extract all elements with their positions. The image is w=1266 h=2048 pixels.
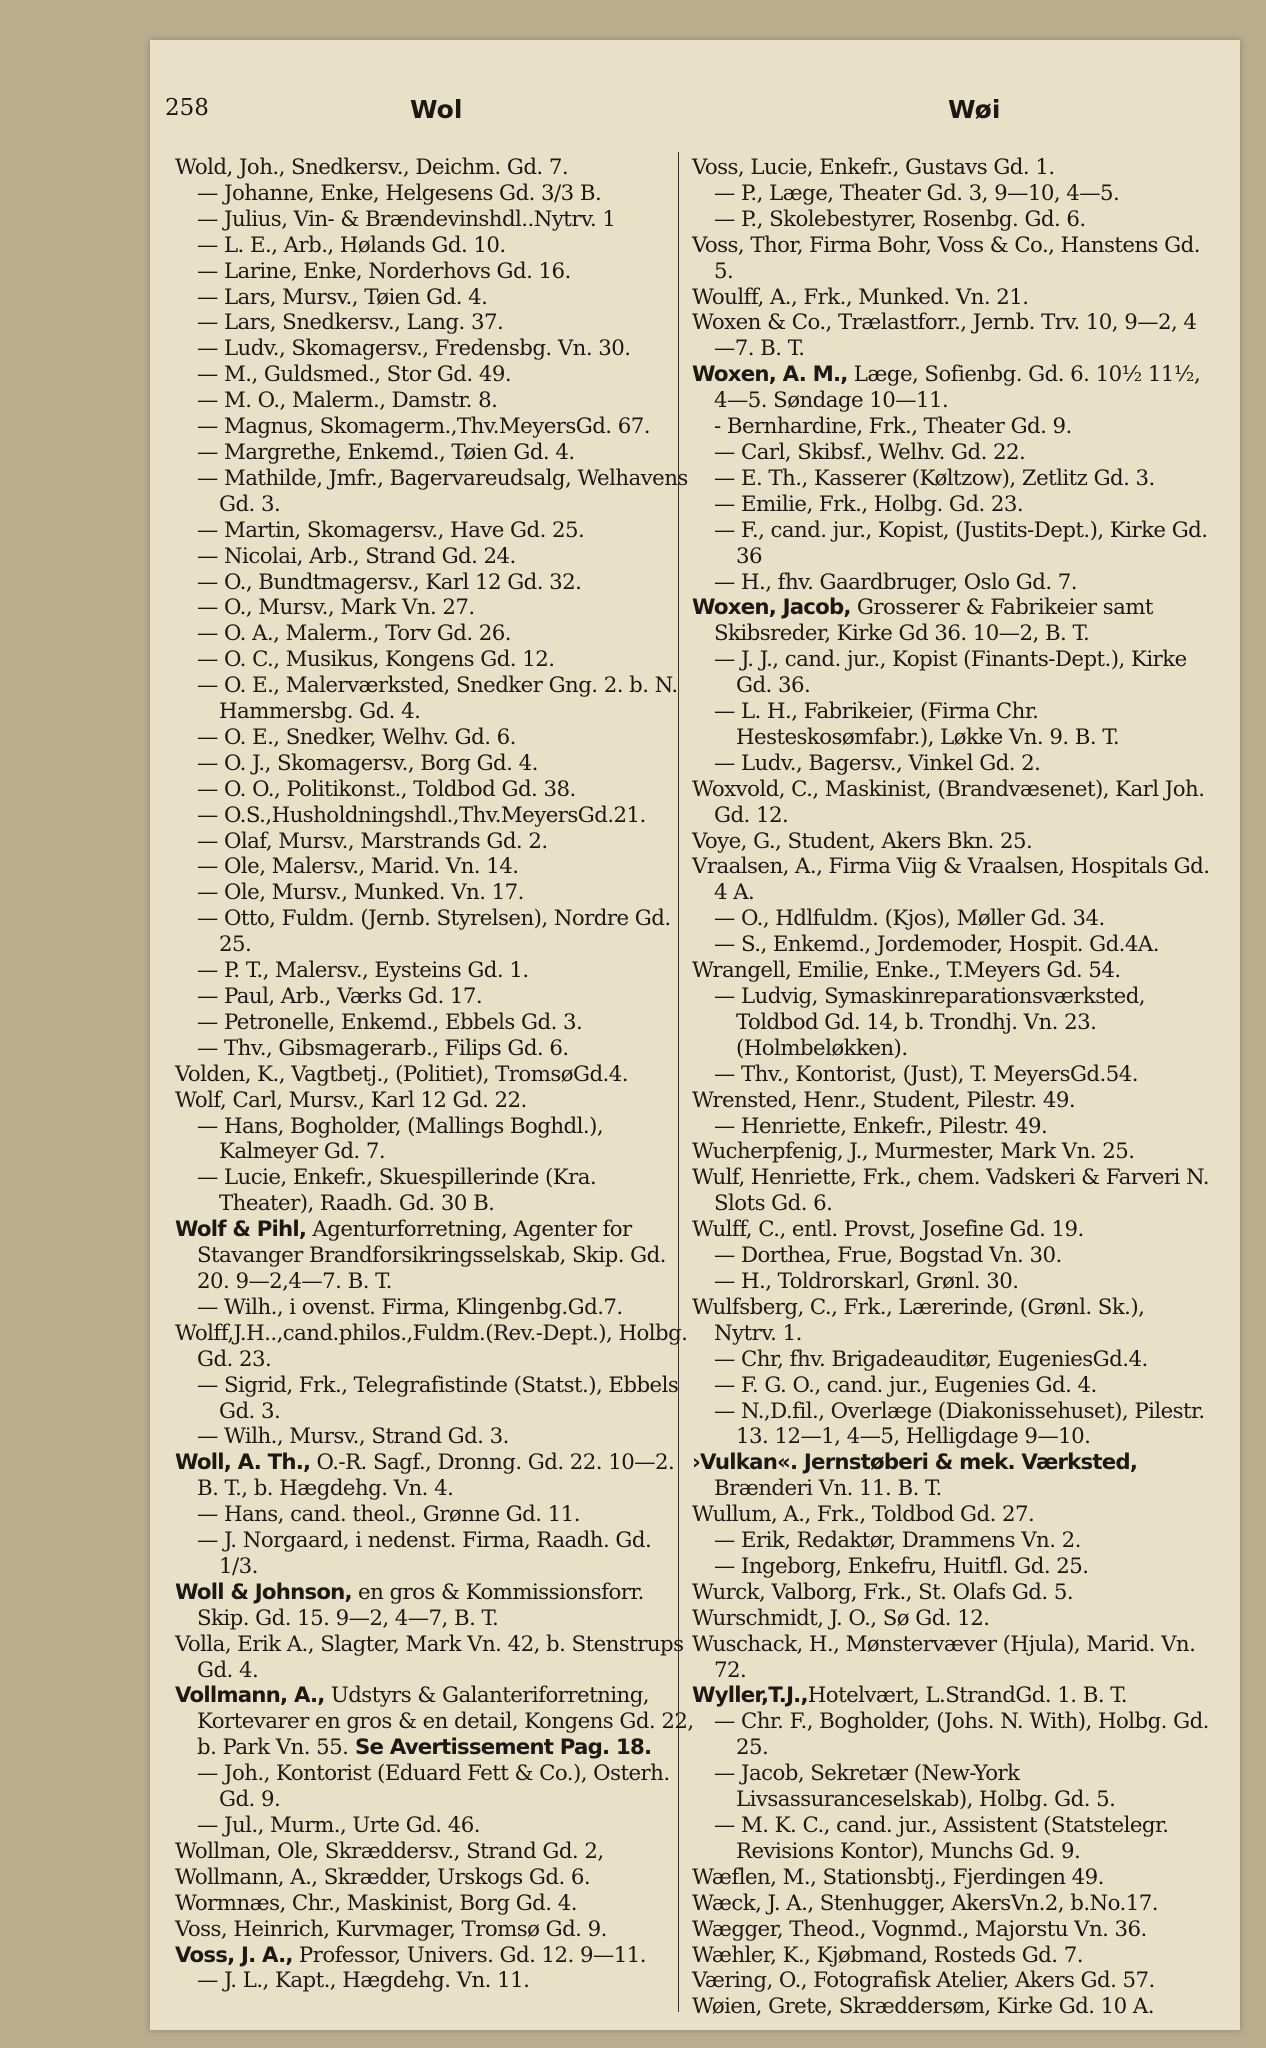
directory-entry	[692, 699, 1212, 751]
entry-text: — Jacob, Sekretær (New-York Livsassuranceselskab), Holbg. Gd. 5.	[714, 1761, 1116, 1813]
directory-entry	[692, 1761, 1212, 1813]
directory-entry	[175, 1424, 695, 1450]
directory-entry	[175, 362, 695, 388]
entry-text: Voss, Heinrich, Kurvmager, Tromsø Gd. 9.	[175, 1916, 607, 1942]
entry-text: — Emilie, Frk., Holbg. Gd. 23.	[714, 491, 1024, 517]
entry-text: Wolff,J.H..,cand.philos.,Fuldm.(Rev.-Dept.), Holbg. Gd. 23.	[175, 1320, 688, 1372]
directory-page	[150, 40, 1240, 2030]
directory-entry	[692, 1243, 1212, 1269]
entry-text: Volden, K., Vagtbetj., (Politiet), TromsøGd.4.	[175, 1061, 628, 1087]
directory-entry	[175, 1839, 695, 1865]
entry-text: — Larine, Enke, Norderhovs Gd. 16.	[197, 258, 571, 284]
directory-entry	[692, 1114, 1212, 1140]
entry-text: — Wilh., Mursv., Strand Gd. 3.	[197, 1424, 509, 1450]
entry-text: — O., Hdlfuldm. (Kjos), Møller Gd. 34.	[714, 906, 1105, 932]
entry-text: Læge, Sofienbg. Gd. 6. 10½ 11½, 4—5. Søndage 10—11.	[714, 362, 1201, 414]
directory-entry	[692, 1347, 1212, 1373]
entry-text: — Lars, Mursv., Tøien Gd. 4.	[197, 284, 488, 310]
entry-text: — Chr, fhv. Brigadeauditør, EugeniesGd.4.	[714, 1346, 1148, 1372]
entry-text: Wæck, J. A., Stenhugger, AkersVn.2, b.No.17.	[692, 1890, 1158, 1916]
entry-text: — P., Skolebestyrer, Rosenbg. Gd. 6.	[714, 206, 1086, 232]
right-column	[692, 155, 1212, 2020]
entry-text: — Thv., Kontorist, (Just), T. MeyersGd.54.	[714, 1061, 1138, 1087]
entry-text: Wulf, Henriette, Frk., chem. Vadskeri & Farveri N. Slots Gd. 6.	[692, 1165, 1209, 1217]
entry-text: Professor, Univers. Gd. 12. 9—11.	[292, 1942, 646, 1968]
directory-entry	[175, 1580, 695, 1632]
directory-entry	[175, 1165, 695, 1217]
directory-entry	[692, 1399, 1212, 1451]
directory-entry	[175, 1036, 695, 1062]
directory-entry	[692, 181, 1212, 207]
directory-entry	[692, 854, 1212, 906]
entry-text: — Ludvig, Symaskinreparationsværksted, Toldbod Gd. 14, b. Trondhj. Vn. 23. (Holmbeløkken).	[714, 984, 1146, 1061]
directory-entry	[692, 1606, 1212, 1632]
entry-text: — P., Læge, Theater Gd. 3, 9—10, 4—5.	[714, 180, 1120, 206]
entry-text: — Julius, Vin- & Brændevinshdl..Nytrv. 1	[197, 206, 616, 232]
directory-entry	[692, 1088, 1212, 1114]
page-header	[150, 95, 1240, 135]
directory-entry	[692, 932, 1212, 958]
entry-text: Wøien, Grete, Skræddersøm, Kirke Gd. 10 A.	[692, 1994, 1154, 2020]
entry-text: — S., Enkemd., Jordemoder, Hospit. Gd.4A.	[714, 932, 1159, 958]
entry-text: Wollman, Ole, Skræddersv., Strand Gd. 2,	[175, 1838, 604, 1864]
directory-entry	[692, 1891, 1212, 1917]
directory-entry	[692, 1865, 1212, 1891]
entry-text: — Petronelle, Enkemd., Ebbels Gd. 3.	[197, 1009, 583, 1035]
directory-entry	[692, 984, 1212, 1062]
directory-entry	[175, 1321, 695, 1373]
entry-text: — Hans, cand. theol., Grønne Gd. 11.	[197, 1502, 580, 1528]
entry-text: Woulff, A., Frk., Munked. Vn. 21.	[692, 284, 1029, 310]
entry-text: — O. O., Politikonst., Toldbod Gd. 38.	[197, 776, 576, 802]
directory-entry	[692, 1813, 1212, 1865]
directory-entry	[175, 1943, 695, 1969]
directory-entry	[175, 595, 695, 621]
entry-text: — Thv., Gibsmagerarb., Filips Gd. 6.	[197, 1035, 569, 1061]
entry-text: Wolf, Carl, Mursv., Karl 12 Gd. 22.	[175, 1087, 527, 1113]
directory-entry	[175, 1813, 695, 1839]
directory-entry	[692, 310, 1212, 362]
entry-name-bold: Woxen, A. M.,	[692, 362, 848, 388]
entry-text: — P. T., Malersv., Eysteins Gd. 1.	[197, 958, 529, 984]
directory-entry	[692, 1709, 1212, 1761]
entry-text: — Dorthea, Frue, Bogstad Vn. 30.	[714, 1243, 1062, 1269]
directory-entry	[175, 647, 695, 673]
entry-text: Grosserer & Fabrikeier samt Skibsreder, Kirke Gd 36. 10—2, B. T.	[714, 595, 1153, 647]
directory-entry	[175, 388, 695, 414]
entry-text: Voss, Thor, Firma Bohr, Voss & Co., Hanstens Gd. 5.	[692, 232, 1200, 284]
directory-entry	[692, 492, 1212, 518]
page-number: 258	[165, 95, 209, 121]
directory-entry	[692, 466, 1212, 492]
entry-text: — J. J., cand. jur., Kopist (Finants-Dept.), Kirke Gd. 36.	[714, 647, 1187, 699]
entry-text: Wrangell, Emilie, Enke., T.Meyers Gd. 54.	[692, 958, 1121, 984]
directory-entry	[175, 906, 695, 958]
directory-entry	[692, 1450, 1212, 1502]
entry-name-bold: ›Vulkan«. Jernstøberi & mek. Værksted,	[692, 1450, 1138, 1476]
directory-entry	[175, 854, 695, 880]
entry-text: — O., Mursv., Mark Vn. 27.	[197, 595, 475, 621]
directory-entry	[175, 155, 695, 181]
directory-entry	[175, 570, 695, 596]
entry-text: — Paul, Arb., Værks Gd. 17.	[197, 984, 483, 1009]
entry-text: Wurck, Valborg, Frk., St. Olafs Gd. 5.	[692, 1579, 1074, 1605]
directory-entry	[175, 1968, 695, 1994]
entry-text: Wæhler, K., Kjøbmand, Rosteds Gd. 7.	[692, 1942, 1083, 1968]
entry-text: O.-R. Sagf., Dronng. Gd. 22. 10—2. B. T., b. Hægdehg. Vn. 4.	[197, 1450, 675, 1502]
directory-entry	[175, 1217, 695, 1295]
directory-entry	[692, 1165, 1212, 1217]
directory-entry	[692, 1062, 1212, 1088]
entry-text: — O. J., Skomagersv., Borg Gd. 4.	[197, 750, 538, 776]
entry-text: Hotelvært, L.StrandGd. 1. B. T.	[807, 1683, 1128, 1709]
directory-entry	[175, 1683, 695, 1761]
entry-text: Wægger, Theod., Vognmd., Majorstu Vn. 36.	[692, 1916, 1147, 1942]
directory-entry	[692, 1502, 1212, 1528]
entry-text: — O. A., Malerm., Torv Gd. 26.	[197, 621, 512, 647]
directory-entry	[692, 1917, 1212, 1943]
entry-name-bold: Vollmann, A.,	[175, 1683, 325, 1709]
entry-text: Woxvold, C., Maskinist, (Brandvæsenet), Karl Joh. Gd. 12.	[692, 776, 1205, 828]
entry-text: en gros & Kommissionsforr. Skip. Gd. 15. 9—2, 4—7, B. T.	[197, 1579, 644, 1631]
entry-text: — Ludv., Bagersv., Vinkel Gd. 2.	[714, 750, 1041, 776]
entry-text: — Lucie, Enkefr., Skuespillerinde (Kra. Theater), Raadh. Gd. 30 B.	[197, 1165, 597, 1217]
entry-text: — J. Norgaard, i nedenst. Firma, Raadh. Gd. 1/3.	[197, 1528, 652, 1579]
entry-text: Agenturforretning, Agenter for Stavanger Brandforsikringsselskab, Skip. Gd. 20. 9—2,4—7. B. T.	[197, 1217, 666, 1294]
directory-entry	[175, 1450, 695, 1502]
directory-entry	[175, 1373, 695, 1425]
entry-text: — M. O., Malerm., Damstr. 8.	[197, 388, 498, 414]
directory-entry	[175, 440, 695, 466]
directory-entry	[175, 1917, 695, 1943]
directory-entry	[692, 1943, 1212, 1969]
entry-text: — Ingeborg, Enkefru, Huitfl. Gd. 25.	[714, 1553, 1089, 1579]
entry-text: — Carl, Skibsf., Welhv. Gd. 22.	[714, 439, 1026, 465]
entry-text: — Wilh., i ovenst. Firma, Klingenbg.Gd.7.	[197, 1294, 623, 1320]
entry-text: — H., fhv. Gaardbruger, Oslo Gd. 7.	[714, 569, 1078, 595]
directory-entry	[175, 544, 695, 570]
entry-text: - Bernhardine, Frk., Theater Gd. 9.	[714, 414, 1072, 440]
directory-entry	[175, 414, 695, 440]
directory-entry	[175, 181, 695, 207]
directory-entry	[692, 829, 1212, 855]
directory-entry	[692, 1528, 1212, 1554]
entry-text: — O. E., Snedker, Welhv. Gd. 6.	[197, 724, 516, 750]
entry-text: Wucherpfenig, J., Murmester, Mark Vn. 25.	[692, 1139, 1135, 1165]
directory-entry	[175, 1761, 695, 1813]
entry-text: — Henriette, Enkefr., Pilestr. 49.	[714, 1113, 1048, 1139]
directory-entry	[692, 1632, 1212, 1684]
entry-text: — H., Toldrorskarl, Grønl. 30.	[714, 1268, 1019, 1294]
directory-entry	[175, 518, 695, 544]
directory-entry	[692, 570, 1212, 596]
entry-name-bold: Wyller,T.J.,	[692, 1683, 808, 1709]
directory-entry	[692, 1269, 1212, 1295]
entry-name-bold: Woll & Johnson,	[175, 1579, 352, 1605]
directory-entry	[692, 285, 1212, 311]
entry-text: — Mathilde, Jmfr., Bagervareudsalg, Welhavens Gd. 3.	[197, 465, 688, 517]
entry-text: — Chr. F., Bogholder, (Johs. N. With), Holbg. Gd. 25.	[714, 1709, 1209, 1761]
directory-entry	[175, 673, 695, 725]
directory-entry	[692, 414, 1212, 440]
entry-name-bold: Voss, J. A.,	[175, 1942, 293, 1968]
directory-entry	[175, 1010, 695, 1036]
directory-entry	[692, 906, 1212, 932]
entry-text: — Olaf, Mursv., Marstrands Gd. 2.	[197, 828, 548, 854]
directory-entry	[175, 1295, 695, 1321]
entry-text: — Margrethe, Enkemd., Tøien Gd. 4.	[197, 439, 575, 465]
entry-text: — L. H., Fabrikeier, (Firma Chr. Hesteskosømfabr.), Løkke Vn. 9. B. T.	[714, 699, 1120, 750]
directory-entry	[175, 285, 695, 311]
entry-text: — Lars, Snedkersv., Lang. 37.	[197, 310, 504, 336]
directory-entry	[692, 518, 1212, 570]
directory-entry	[175, 207, 695, 233]
entry-text: — M., Guldsmed., Stor Gd. 49.	[197, 362, 512, 388]
entry-text: Volla, Erik A., Slagter, Mark Vn. 42, b. Stenstrups Gd. 4.	[175, 1631, 684, 1683]
directory-entry	[692, 751, 1212, 777]
entry-text: — Nicolai, Arb., Strand Gd. 24.	[197, 543, 516, 569]
entry-text: — Johanne, Enke, Helgesens Gd. 3/3 B.	[197, 180, 602, 206]
entry-text: — Hans, Bogholder, (Mallings Boghdl.), Kalmeyer Gd. 7.	[197, 1113, 604, 1165]
directory-entry	[175, 466, 695, 518]
entry-text: Wulff, C., entl. Provst, Josefine Gd. 19.	[692, 1217, 1084, 1243]
right-heading: Wøi	[948, 95, 1001, 124]
entry-text: — E. Th., Kasserer (Køltzow), Zetlitz Gd. 3.	[714, 465, 1155, 491]
directory-entry	[692, 440, 1212, 466]
directory-entry	[692, 1139, 1212, 1165]
entry-text: Wurschmidt, J. O., Sø Gd. 12.	[692, 1605, 990, 1631]
directory-entry	[175, 725, 695, 751]
directory-entry	[692, 1554, 1212, 1580]
directory-entry	[692, 1994, 1212, 2020]
entry-name-bold: Woxen, Jacob,	[692, 595, 851, 621]
entry-name-bold: Wolf & Pihl,	[175, 1217, 307, 1243]
entry-text: — Ole, Malersv., Marid. Vn. 14.	[197, 854, 519, 880]
entry-text: — Ludv., Skomagersv., Fredensbg. Vn. 30.	[197, 336, 631, 362]
directory-entry	[175, 310, 695, 336]
entry-text: Wuschack, H., Mønstervæver (Hjula), Marid. Vn. 72.	[692, 1631, 1196, 1683]
directory-entry	[175, 336, 695, 362]
entry-text: — Erik, Redaktør, Drammens Vn. 2.	[714, 1528, 1081, 1554]
entry-text: Voss, Lucie, Enkefr., Gustavs Gd. 1.	[692, 155, 1055, 180]
directory-entry	[175, 803, 695, 829]
entry-text: — Martin, Skomagersv., Have Gd. 25.	[197, 517, 585, 543]
directory-entry	[175, 1088, 695, 1114]
entry-text: — J. L., Kapt., Hægdehg. Vn. 11.	[197, 1968, 530, 1994]
directory-entry	[175, 1062, 695, 1088]
entry-text: Wormnæs, Chr., Maskinist, Borg Gd. 4.	[175, 1890, 577, 1916]
directory-entry	[692, 1295, 1212, 1347]
entry-text: — O. E., Malerværksted, Snedker Gng. 2. b. N. Hammersbg. Gd. 4.	[197, 673, 678, 725]
entry-text: — Sigrid, Frk., Telegrafistinde (Statst.), Ebbels Gd. 3.	[197, 1372, 679, 1424]
entry-name-bold: Woll, A. Th.,	[175, 1450, 311, 1476]
directory-entry	[692, 233, 1212, 285]
entry-text: — N.,D.fil., Overlæge (Diakonissehuset), Pilestr. 13. 12—1, 4—5, Helligdage 9—10.	[714, 1398, 1205, 1450]
entry-text: — L. E., Arb., Hølands Gd. 10.	[197, 232, 506, 258]
entry-text: — O.S.,Husholdningshdl.,Thv.MeyersGd.21.	[197, 802, 646, 828]
directory-entry	[175, 1114, 695, 1166]
entry-text: Wrensted, Henr., Student, Pilestr. 49.	[692, 1087, 1076, 1113]
entry-text: — O. C., Musikus, Kongens Gd. 12.	[197, 647, 555, 673]
entry-text: Voye, G., Student, Akers Bkn. 25.	[692, 828, 1033, 854]
directory-entry	[692, 362, 1212, 414]
directory-entry	[175, 1891, 695, 1917]
entry-text: — O., Bundtmagersv., Karl 12 Gd. 32.	[197, 569, 582, 595]
directory-entry	[175, 958, 695, 984]
entry-text: Woxen & Co., Trælastforr., Jernb. Trv. 10, 9—2, 4—7. B. T.	[692, 310, 1197, 362]
entry-text: Wollmann, A., Skrædder, Urskogs Gd. 6.	[175, 1864, 591, 1890]
directory-entry	[692, 1580, 1212, 1606]
directory-entry	[175, 1865, 695, 1891]
directory-entry	[175, 233, 695, 259]
directory-entry	[692, 777, 1212, 829]
entry-text: Wullum, A., Frk., Toldbod Gd. 27.	[692, 1502, 1035, 1528]
entry-text: Vraalsen, A., Firma Viig & Vraalsen, Hospitals Gd. 4 A.	[692, 854, 1210, 906]
directory-entry	[692, 1683, 1212, 1709]
directory-entry	[175, 829, 695, 855]
directory-entry	[692, 647, 1212, 699]
entry-text: Wulfsberg, C., Frk., Lærerinde, (Grønl. Sk.), Nytrv. 1.	[692, 1294, 1145, 1346]
directory-entry	[692, 207, 1212, 233]
entry-text: Væring, O., Fotografisk Atelier, Akers Gd. 57.	[692, 1968, 1155, 1994]
directory-entry	[175, 880, 695, 906]
directory-entry	[175, 1502, 695, 1528]
entry-text: Brænderi Vn. 11. B. T.	[714, 1476, 942, 1502]
entry-text: Wæflen, M., Stationsbtj., Fjerdingen 49.	[692, 1864, 1104, 1890]
entry-text: — M. K. C., cand. jur., Assistent (Statstelegr. Revisions Kontor), Munchs Gd. 9.	[714, 1813, 1169, 1864]
directory-entry	[175, 1528, 695, 1580]
directory-entry	[692, 958, 1212, 984]
entry-note-bold: Se Avertissement Pag. 18.	[348, 1735, 652, 1761]
entry-text: — Ole, Mursv., Munked. Vn. 17.	[197, 880, 524, 906]
directory-entry	[175, 621, 695, 647]
entry-text: — Magnus, Skomagerm.,Thv.MeyersGd. 67.	[197, 414, 650, 440]
directory-entry	[692, 1373, 1212, 1399]
left-heading: Wol	[410, 95, 463, 124]
directory-entry	[692, 595, 1212, 647]
entry-text: — Joh., Kontorist (Eduard Fett & Co.), Osterh. Gd. 9.	[197, 1761, 670, 1813]
entry-text: — F. G. O., cand. jur., Eugenies Gd. 4.	[714, 1372, 1097, 1398]
entry-text: — F., cand. jur., Kopist, (Justits-Dept.), Kirke Gd. 36	[714, 517, 1208, 569]
directory-entry	[175, 259, 695, 285]
entry-text: — Otto, Fuldm. (Jernb. Styrelsen), Nordre Gd. 25.	[197, 906, 671, 958]
directory-entry	[692, 1968, 1212, 1994]
directory-entry	[175, 777, 695, 803]
directory-entry	[692, 155, 1212, 181]
entry-text: — Jul., Murm., Urte Gd. 46.	[197, 1813, 480, 1838]
directory-entry	[175, 751, 695, 777]
entry-text: Wold, Joh., Snedkersv., Deichm. Gd. 7.	[175, 155, 569, 180]
directory-entry	[692, 1217, 1212, 1243]
directory-entry	[175, 1632, 695, 1684]
directory-entry	[175, 984, 695, 1010]
entry-text: Udstyrs & Galanteriforretning, Kortevarer en gros & en detail, Kongens Gd. 22, b. Park Vn. 55.	[197, 1683, 694, 1761]
left-column	[175, 155, 695, 1994]
